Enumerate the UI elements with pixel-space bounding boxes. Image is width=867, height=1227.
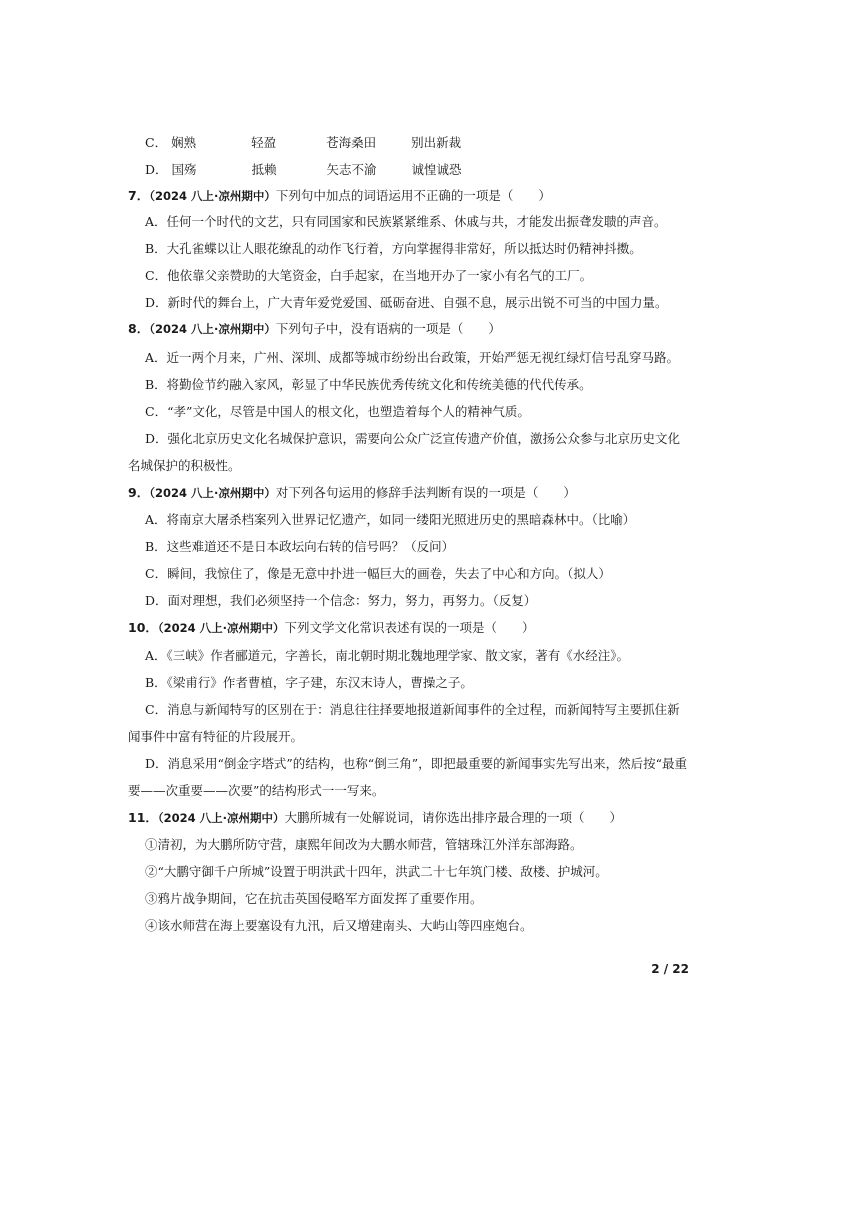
q8-stem: 8．（2024 八上·凉州期中）下列句子中，没有语病的一项是（ ） — [128, 321, 501, 336]
q7-option-d: D．新时代的舞台上，广大青年爱党爱国、砥砺奋进、自强不息，展示出锐不可当的中国力量。 — [145, 295, 668, 310]
q9-option-b: B．这些难道还不是日本政坛向右转的信号吗？（反问） — [145, 539, 455, 554]
q6-option-d: D． 国殇 抵赖 矢志不渝 诚惶诚恐 — [145, 162, 462, 177]
q7-option-b: B．大孔雀蝶以让人眼花缭乱的动作飞行着，方向掌握得非常好，所以抵达时仍精神抖擞。 — [145, 241, 642, 256]
q8-option-d: D．强化北京历史文化名城保护意识，需要向公众广泛宣传遗产价值，激扬公众参与北京历史文化 — [145, 431, 681, 446]
q8-option-d-continued: 名城保护的积极性。 — [128, 458, 241, 473]
q10-option-d: D．消息采用“倒金字塔式”的结构，也称“倒三角”，即把最重要的新闻事实先写出来，然后按“最重 — [145, 756, 687, 771]
q9-option-d: D．面对理想，我们必须坚持一个信念：努力，努力，再努力。（反复） — [145, 593, 537, 608]
q10-option-b: B．《梁甫行》作者曹植，字子建，东汉末诗人，曹操之子。 — [145, 675, 473, 690]
q11-item-3: ③鸦片战争期间，它在抗击英国侵略军方面发挥了重要作用。 — [145, 891, 483, 906]
q9-stem: 9．（2024 八上·凉州期中）对下列各句运用的修辞手法判断有误的一项是（ ） — [128, 485, 576, 500]
q8-option-b: B．将勤俭节约融入家风，彰显了中华民族优秀传统文化和传统美德的代代传承。 — [145, 377, 592, 392]
q11-stem: 11．（2024 八上·凉州期中）大鹏所城有一处解说词，请你选出排序最合理的一项（ ） — [128, 810, 623, 825]
q10-option-c-continued: 闻事件中富有特征的片段展开。 — [128, 729, 304, 744]
q11-item-4: ④该水师营在海上要塞设有九汛，后又增建南头、大屿山等四座炮台。 — [145, 918, 533, 933]
q10-option-d-continued: 要——次重要——次要”的结构形式一一写来。 — [128, 783, 385, 798]
q9-option-c: C．瞬间，我惊住了，像是无意中扑进一幅巨大的画卷，失去了中心和方向。（拟人） — [145, 566, 611, 581]
q7-option-c: C．他依靠父亲赞助的大笔资金，白手起家，在当地开办了一家小有名气的工厂。 — [145, 268, 593, 283]
page-number: 2 / 22 — [651, 962, 689, 976]
q11-item-1: ①清初，为大鹏所防守营，康熙年间改为大鹏水师营，管辖珠江外洋东部海路。 — [145, 837, 583, 852]
q8-option-a: A．近一两个月来，广州、深圳、成都等城市纷纷出台政策，开始严惩无视红绿灯信号乱穿马路。 — [145, 350, 680, 365]
q11-item-2: ②“大鹏守御千户所城”设置于明洪武十四年，洪武二十七年筑门楼、敌楼、护城河。 — [145, 864, 608, 879]
q6-option-c: C． 娴熟 轻盈 苍海桑田 别出新裁 — [145, 135, 462, 150]
q10-option-c: C．消息与新闻特写的区别在于：消息往往择要地报道新闻事件的全过程，而新闻特写主要抓住新 — [145, 702, 680, 717]
q7-stem: 7．（2024 八上·凉州期中）下列句中加点的词语运用不正确的一项是（ ） — [128, 188, 551, 203]
q10-stem: 10．（2024 八上·凉州期中）下列文学文化常识表述有误的一项是（ ） — [128, 620, 535, 635]
q10-option-a: A．《三峡》作者郦道元，字善长，南北朝时期北魏地理学家、散文家，著有《水经注》。 — [145, 648, 630, 663]
q9-option-a: A．将南京大屠杀档案列入世界记忆遗产，如同一缕阳光照进历史的黑暗森林中。（比喻） — [145, 512, 636, 527]
q8-option-c: C．“孝”文化，尽管是中国人的根文化，也塑造着每个人的精神气质。 — [145, 404, 530, 419]
q7-option-a: A．任何一个时代的文艺，只有同国家和民族紧紧维系、休戚与共，才能发出振聋发聩的声音。 — [145, 214, 667, 229]
